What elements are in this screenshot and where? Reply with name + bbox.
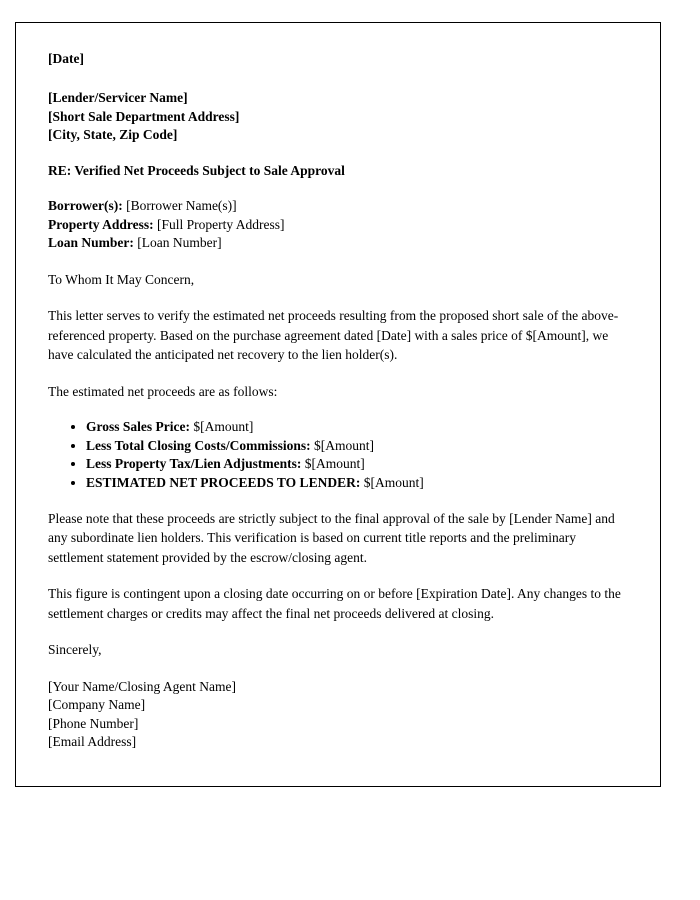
proceeds-label: ESTIMATED NET PROCEEDS TO LENDER: [86,474,361,490]
recipient-line: [Short Sale Department Address] [48,108,240,124]
loan-details-block [48,197,626,253]
loan-detail-value: [Borrower Name(s)] [122,198,237,213]
recipient-line: [Lender/Servicer Name] [48,90,188,105]
proceeds-value: $[Amount] [301,456,365,471]
paragraph-approval-notice: Please note that these proceeds are strictly subject to the final approval of the sale by [Lender Name] and any subordinate lien holders. This verification is based on current title reports and the preliminary settlement statement provided by the escrow/closing agent. [48,510,615,565]
signature-line: [Your Name/Closing Agent Name] [48,678,236,694]
recipient-address-block [48,89,626,145]
loan-detail-value: [Loan Number] [133,235,222,250]
list-item [86,418,626,436]
loan-detail-row [48,216,626,235]
recipient-line: [City, State, Zip Code] [48,127,178,142]
list-item [86,437,626,455]
list-item [86,474,626,492]
letter-body [16,23,660,752]
proceeds-list [48,418,626,492]
proceeds-value: $[Amount] [360,474,424,490]
loan-detail-label: Loan Number: [48,235,134,250]
signature-line: [Email Address] [48,734,137,749]
proceeds-value: $[Amount] [189,419,254,434]
proceeds-list-intro: The estimated net proceeds are as follows: [48,383,278,399]
subject-line: RE: Verified Net Proceeds Subject to Sale Approval [48,162,345,178]
signature-line: [Phone Number] [48,715,139,731]
proceeds-label: Less Property Tax/Lien Adjustments: [86,456,302,471]
loan-detail-row [48,197,626,216]
proceeds-label: Gross Sales Price: [86,419,190,434]
paragraph-verification: This letter serves to verify the estimated net proceeds resulting from the proposed short sale of the above-referenced property. Based on the purchase agreement dated [Date] with a sales price of $[Amount], we have calculated the anticipated net recovery to the lien holder(s). [48,308,619,362]
loan-detail-row [48,234,626,253]
letter-frame [15,22,661,787]
proceeds-label: Less Total Closing Costs/Commissions: [86,437,311,453]
list-item [86,455,626,473]
loan-detail-label: Borrower(s): [48,198,123,213]
closing-salutation: Sincerely, [48,642,102,657]
loan-detail-value: [Full Property Address] [153,216,285,232]
paragraph-contingency: This figure is contingent upon a closing date occurring on or before [Expiration Date]. Any changes to the settlement charges or credits may affect the final net proceeds delivered at closing. [48,586,621,621]
signature-line: [Company Name] [48,697,146,712]
salutation: To Whom It May Concern, [48,271,195,287]
loan-detail-label: Property Address: [48,216,154,232]
proceeds-value: $[Amount] [310,437,375,453]
signature-block [48,678,626,752]
date-field: [Date] [48,51,84,66]
